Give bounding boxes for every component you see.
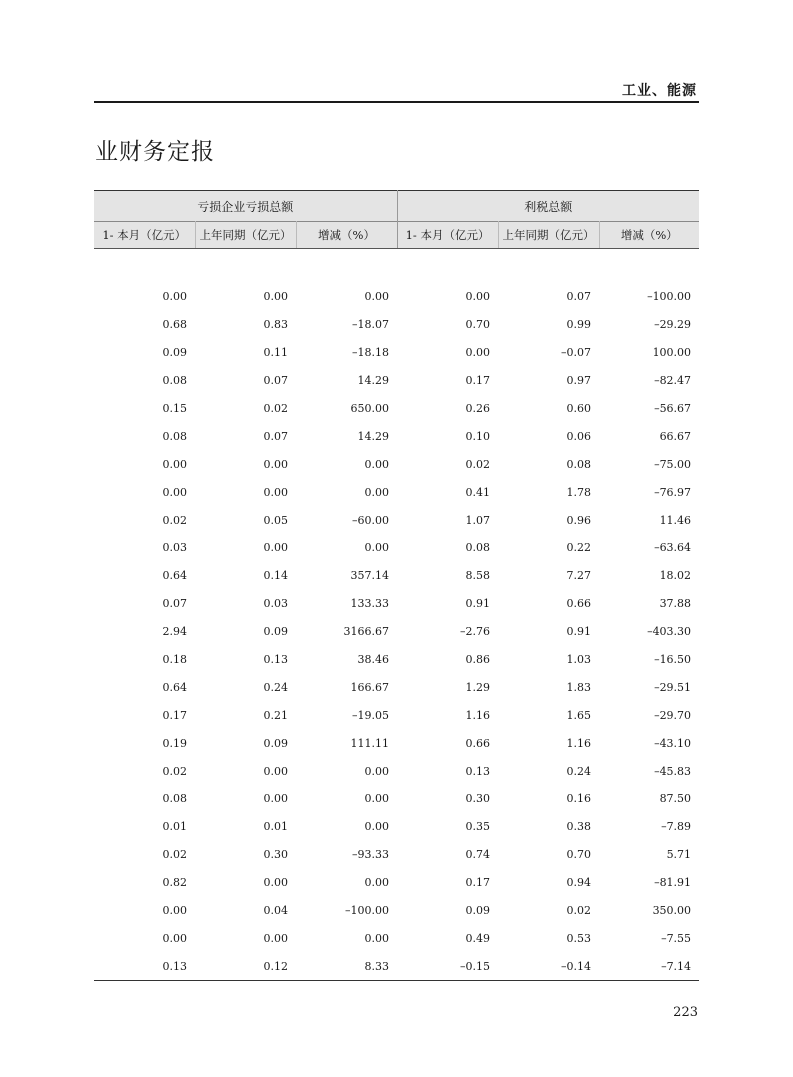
- table-cell: 0.13: [94, 952, 195, 980]
- table-cell: 0.01: [263, 820, 288, 834]
- table-cell: 0.04: [263, 904, 288, 918]
- table-cell: 0.09: [465, 904, 491, 918]
- table-cell: 0.02: [162, 764, 187, 778]
- table-cell: 0.08: [162, 374, 187, 388]
- table-cell: 1.83: [566, 680, 592, 694]
- table-cell: 111.11: [350, 736, 390, 750]
- table-cell: 0.00: [263, 764, 288, 778]
- table-cell: 0.08: [162, 792, 187, 806]
- table-cell: 0.00: [364, 876, 390, 890]
- table-cell: –56.67: [654, 402, 692, 415]
- table-cell: 0.94: [566, 876, 592, 890]
- table-cell: 0.00: [263, 290, 288, 304]
- table-cell: 0.06: [566, 429, 592, 443]
- table-cell: 11.46: [659, 513, 692, 527]
- table-cell: 0.38: [566, 820, 592, 834]
- table-cell: 0.00: [162, 931, 187, 945]
- table-cell: 0.60: [566, 402, 592, 415]
- table-cell: 0.08: [566, 457, 592, 471]
- table-cell: –60.00: [352, 513, 390, 527]
- table-cell: 0.01: [162, 820, 187, 834]
- table-cell: 0.00: [364, 290, 390, 304]
- table-cell: 0.68: [162, 318, 187, 332]
- table-cell: –7.89: [661, 820, 692, 834]
- table-cell: 0.00: [263, 876, 288, 890]
- table-cell: –0.07: [561, 346, 592, 360]
- table-cell: –100.00: [345, 904, 390, 918]
- table-cell: 5.71: [666, 848, 692, 862]
- column-header: 上年同期（亿元）: [195, 222, 296, 249]
- table-cell: 0.74: [465, 848, 491, 862]
- table-cell: 0.03: [162, 541, 187, 555]
- table-row: [94, 785, 699, 813]
- table-cell: 0.30: [263, 848, 288, 862]
- table-cell: 38.46: [357, 653, 390, 667]
- table-row: [94, 422, 699, 450]
- table-cell: –43.10: [654, 736, 692, 750]
- table-cell: 1.29: [465, 680, 491, 694]
- table-cell: 0.12: [195, 952, 296, 980]
- table-row: [94, 450, 699, 478]
- table-cell: 0.02: [162, 513, 187, 527]
- table-cell: 0.00: [263, 931, 288, 945]
- table-cell: 1.16: [566, 736, 592, 750]
- table-cell: 0.08: [162, 429, 187, 443]
- table-cell: –82.47: [654, 374, 692, 388]
- table-cell: 0.16: [566, 792, 592, 806]
- table-cell: 0.09: [263, 736, 288, 750]
- table-cell: 0.66: [566, 597, 592, 611]
- column-header: 增减（%）: [296, 222, 397, 249]
- table-cell: 1.65: [566, 708, 592, 722]
- table-cell: 0.00: [465, 346, 491, 360]
- financial-table: [94, 190, 699, 981]
- table-cell: 0.91: [566, 625, 592, 639]
- table-cell: 0.24: [566, 764, 592, 778]
- table-cell: 14.29: [357, 374, 390, 388]
- table-cell: 0.00: [263, 457, 288, 471]
- table-cell: 0.02: [465, 457, 491, 471]
- table-cell: 0.41: [465, 485, 491, 499]
- table-cell: 0.10: [465, 429, 491, 443]
- table-cell: –45.83: [654, 764, 692, 778]
- table-cell: 0.00: [162, 485, 187, 499]
- table-cell: 0.13: [263, 653, 288, 667]
- table-cell: 0.35: [465, 820, 491, 834]
- page-title: 业财务定报: [95, 139, 215, 165]
- table-cell: 0.15: [162, 402, 187, 415]
- table-cell: –75.00: [654, 457, 692, 471]
- table-cell: 0.00: [263, 541, 288, 555]
- table-cell: –7.55: [661, 931, 692, 945]
- page-number: 223: [673, 1005, 698, 1020]
- table-row: [94, 729, 699, 757]
- table-cell: 0.00: [364, 541, 390, 555]
- table-cell: 100.00: [652, 346, 692, 360]
- table-row: [94, 841, 699, 869]
- table-cell: –29.29: [654, 318, 692, 332]
- table-cell: 0.91: [465, 597, 491, 611]
- table-cell: 0.97: [566, 374, 592, 388]
- table-cell: –403.30: [647, 625, 692, 639]
- table-row: [94, 395, 699, 423]
- table-row: [94, 339, 699, 367]
- table-row: [94, 478, 699, 506]
- table-cell: 0.99: [566, 318, 592, 332]
- table-cell: –18.18: [352, 346, 390, 360]
- table-cell: 0.00: [364, 792, 390, 806]
- table-cell: –16.50: [654, 653, 692, 667]
- table-cell: 0.17: [162, 708, 187, 722]
- table-cell: 0.00: [162, 457, 187, 471]
- column-header: 上年同期（亿元）: [498, 222, 599, 249]
- column-header: 增减（%）: [599, 222, 699, 249]
- table-cell: 0.17: [465, 876, 491, 890]
- table-cell: 0.21: [263, 708, 288, 722]
- table-cell: –76.97: [654, 485, 692, 499]
- table-body: [94, 249, 699, 981]
- table-row: [94, 924, 699, 952]
- table-cell: 7.27: [566, 569, 592, 583]
- table-cell: 0.08: [465, 541, 491, 555]
- table-cell: 1.16: [465, 708, 491, 722]
- table-cell: 350.00: [652, 904, 692, 918]
- table-cell: 0.02: [162, 848, 187, 862]
- table-cell: 2.94: [162, 625, 187, 639]
- table-cell: 650.00: [350, 402, 390, 415]
- table-cell: 1.03: [566, 653, 592, 667]
- table-cell: 0.00: [364, 820, 390, 834]
- table-row: [94, 757, 699, 785]
- table-cell: –19.05: [352, 708, 390, 722]
- table-cell: –81.91: [654, 876, 692, 890]
- table-cell: 0.00: [162, 290, 187, 304]
- table-cell: 0.83: [263, 318, 288, 332]
- table-cell: 0.00: [364, 457, 390, 471]
- table-cell: 0.02: [566, 904, 592, 918]
- table-cell: 0.14: [263, 569, 288, 583]
- table-cell: 37.88: [659, 597, 692, 611]
- table-cell: 0.07: [263, 429, 288, 443]
- section-label: 工业、能源: [622, 83, 697, 99]
- table-cell: 0.09: [263, 625, 288, 639]
- table-cell: 1.78: [566, 485, 592, 499]
- table-cell: 0.07: [263, 374, 288, 388]
- table-cell: 0.02: [263, 402, 288, 415]
- table-cell: 0.07: [162, 597, 187, 611]
- table-cell: –100.00: [647, 290, 692, 304]
- table-cell: –2.76: [460, 625, 491, 639]
- table-row: [94, 869, 699, 897]
- table-row: [94, 283, 699, 311]
- table-cell: 0.00: [364, 764, 390, 778]
- table-cell: 0.49: [465, 931, 491, 945]
- table-cell: –29.70: [654, 708, 692, 722]
- table-cell: –0.14: [498, 952, 599, 980]
- table-cell: 0.11: [263, 346, 288, 360]
- table-cell: 14.29: [357, 429, 390, 443]
- table-cell: –0.15: [397, 952, 498, 980]
- group-header-profit-tax: 利税总额: [397, 191, 699, 222]
- table-row: [94, 701, 699, 729]
- table-row: [94, 311, 699, 339]
- table-cell: 0.03: [263, 597, 288, 611]
- table-cell: 0.00: [364, 931, 390, 945]
- table-cell: 0.86: [465, 653, 491, 667]
- table-cell: 0.00: [162, 904, 187, 918]
- table-row: [94, 618, 699, 646]
- table-cell: 18.02: [659, 569, 692, 583]
- table-cell: 0.70: [465, 318, 491, 332]
- table-cell: –63.64: [654, 541, 692, 555]
- table-cell: 0.13: [465, 764, 491, 778]
- table-cell: 0.22: [566, 541, 592, 555]
- table-cell: 0.26: [465, 402, 491, 415]
- table-cell: 0.05: [263, 513, 288, 527]
- table-cell: 87.50: [659, 792, 692, 806]
- table-cell: 0.18: [162, 653, 187, 667]
- spacer-row: [94, 249, 699, 284]
- table-row: [94, 952, 699, 980]
- table-cell: –18.07: [352, 318, 390, 332]
- table-cell: 0.96: [566, 513, 592, 527]
- table-cell: 0.00: [465, 290, 491, 304]
- table-cell: 0.07: [566, 290, 592, 304]
- table-cell: 133.33: [350, 597, 390, 611]
- table-row: [94, 813, 699, 841]
- table-cell: 0.82: [162, 876, 187, 890]
- table-cell: 357.14: [350, 569, 390, 583]
- table-cell: 0.64: [162, 569, 187, 583]
- table-cell: –29.51: [654, 680, 692, 694]
- table-cell: 1.07: [465, 513, 491, 527]
- table-row: [94, 367, 699, 395]
- table-cell: 166.67: [350, 680, 390, 694]
- table-cell: 0.70: [566, 848, 592, 862]
- table-cell: –93.33: [352, 848, 390, 862]
- table-cell: 0.19: [162, 736, 187, 750]
- table-cell: 0.24: [263, 680, 288, 694]
- table-cell: 0.64: [162, 680, 187, 694]
- table-cell: –7.14: [599, 952, 699, 980]
- data-table: [94, 190, 699, 981]
- table-row: [94, 590, 699, 618]
- table-row: [94, 534, 699, 562]
- table-row: [94, 562, 699, 590]
- table-row: [94, 506, 699, 534]
- group-header-loss: 亏损企业亏损总额: [94, 191, 397, 222]
- table-cell: 0.53: [566, 931, 592, 945]
- table-cell: 0.17: [465, 374, 491, 388]
- table-row: [94, 673, 699, 701]
- table-cell: 0.00: [364, 485, 390, 499]
- table-cell: 8.33: [296, 952, 397, 980]
- table-row: [94, 646, 699, 674]
- table-cell: 0.00: [263, 485, 288, 499]
- table-cell: 3166.67: [343, 625, 390, 639]
- header-rule: [94, 101, 699, 103]
- table-cell: 66.67: [659, 429, 692, 443]
- table-cell: 0.66: [465, 736, 491, 750]
- column-header: 1- 本月（亿元）: [94, 222, 195, 249]
- table-row: [94, 897, 699, 925]
- table-cell: 0.30: [465, 792, 491, 806]
- table-cell: 8.58: [465, 569, 491, 583]
- table-cell: 0.09: [162, 346, 187, 360]
- column-header: 1- 本月（亿元）: [397, 222, 498, 249]
- table-cell: 0.00: [263, 792, 288, 806]
